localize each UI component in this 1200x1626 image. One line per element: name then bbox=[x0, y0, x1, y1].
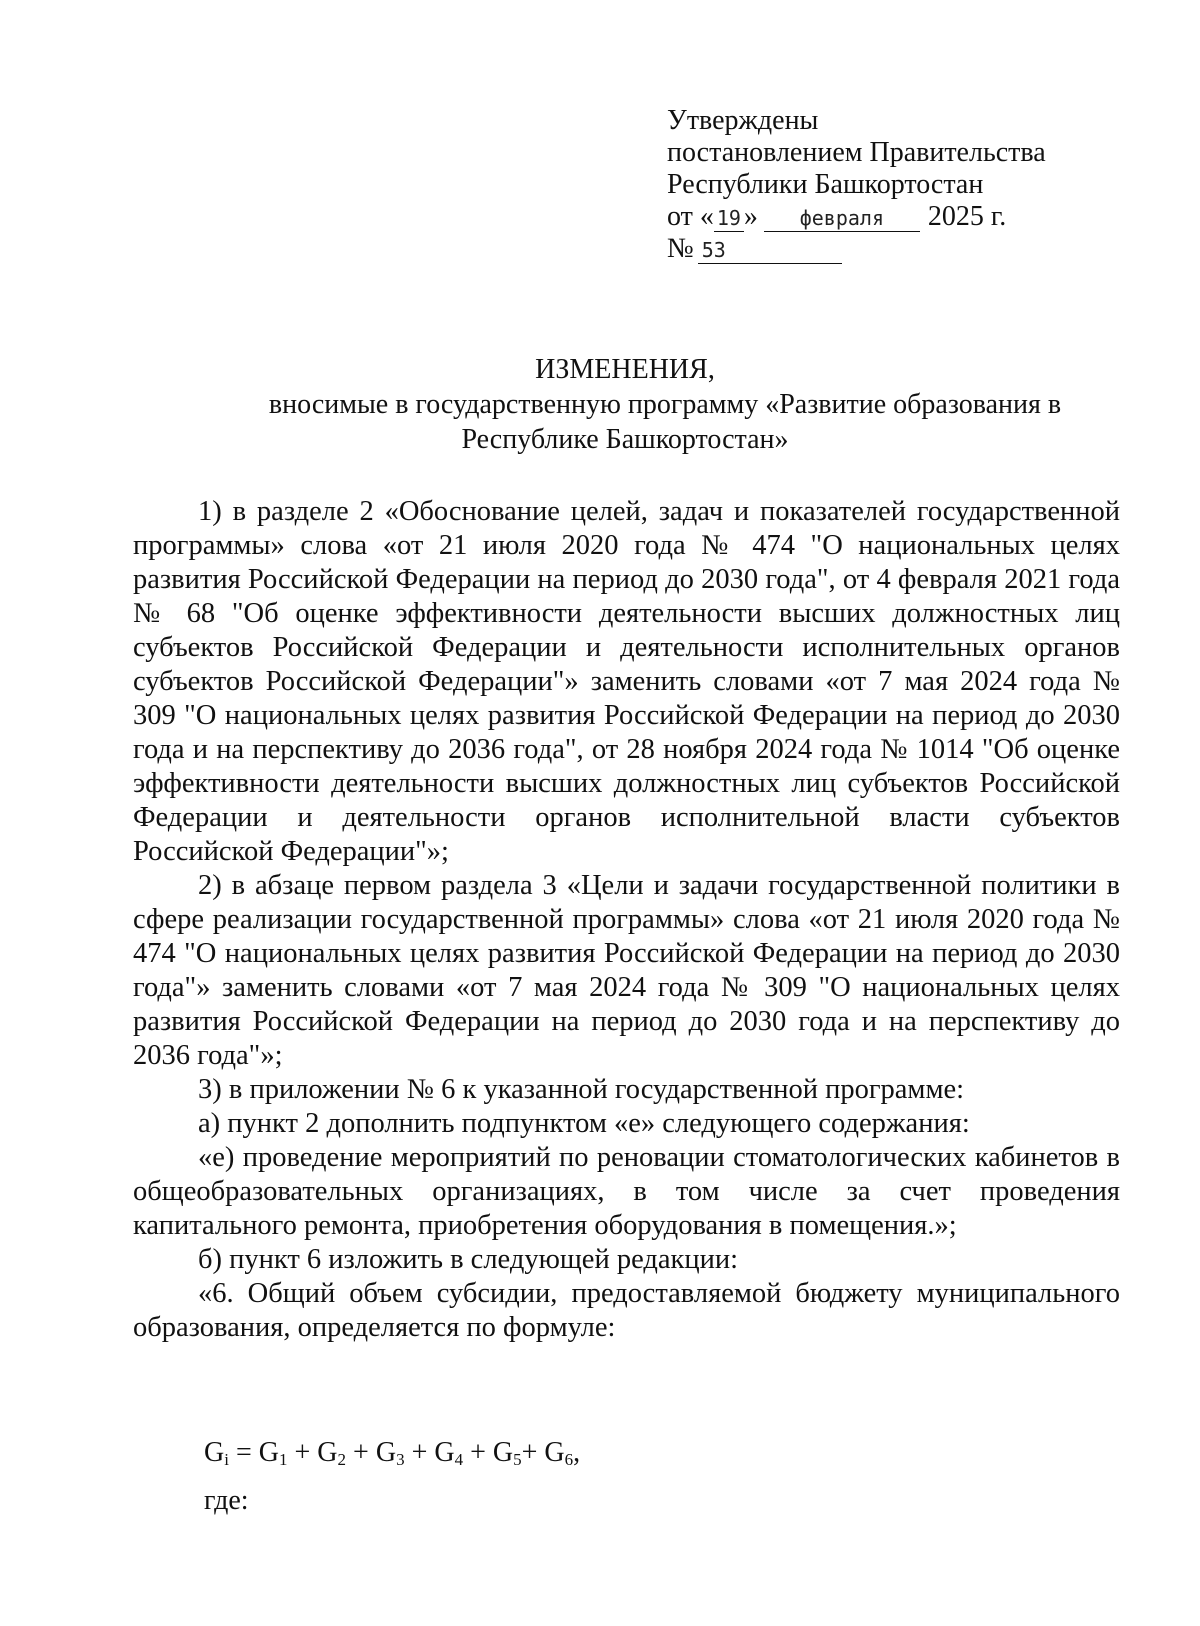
document-title: ИЗМЕНЕНИЯ, bbox=[535, 354, 715, 385]
approval-number-line bbox=[667, 233, 1046, 265]
date-mid: » bbox=[743, 201, 758, 232]
approval-line-2: постановлением Правительства bbox=[667, 137, 1046, 168]
approval-stamp bbox=[667, 105, 1046, 265]
document-number: 53 bbox=[698, 239, 842, 264]
paragraph-5: «е) проведение мероприятий по реновации стоматологических кабинетов в общеобразовательных организациях, в том числе за счет проведения капитального ремонта, приобретения оборудования в помещения.»; bbox=[133, 1142, 1120, 1241]
approval-line-3: Республики Башкортостан bbox=[667, 169, 984, 200]
approval-date-line bbox=[667, 201, 1046, 233]
date-prefix: от « bbox=[667, 201, 714, 232]
subsidy-formula: $G_i = G_1 + G_2 + G_3 + G_4 + G_5+ G_6$, bbox=[204, 1437, 581, 1469]
paragraph-4: а) пункт 2 дополнить подпунктом «е» следующего содержания: bbox=[198, 1108, 970, 1139]
approval-line-1: Утверждены bbox=[667, 105, 819, 136]
date-month: февраля bbox=[764, 207, 920, 232]
paragraph-1: 1) в разделе 2 «Обоснование целей, задач и показателей государственной программы» слова «от 21 июля 2020 года № 474 "О национальных целях развития Российской Федерации на период до 2030 года", от 4 февраля 2021 года № 68 "Об оценке эффективности деятельности высших должностных лиц субъектов Российской Федерации и деятельности исполнительных органов субъектов Российской Федерации"» заменить словами «от 7 мая 2024 года № 309 "О национальных целях развития Российской Федерации на период до 2030 года и на перспективу до 2036 года", от 28 ноября 2024 года № 1014 "Об оценке эффективности деятельности высших должностных лиц субъектов Российской Федерации и деятельности органов исполнительной власти субъектов Российской Федерации"»; bbox=[133, 496, 1120, 867]
paragraph-6: б) пункт 6 изложить в следующей редакции: bbox=[198, 1244, 739, 1275]
formula-where-label: где: bbox=[204, 1485, 249, 1516]
document-title-block bbox=[130, 352, 1120, 457]
number-label: № bbox=[667, 233, 694, 264]
paragraph-7: «6. Общий объем субсидии, предоставляемой бюджету муниципального образования, определяется по формуле: bbox=[133, 1278, 1120, 1343]
document-subtitle-line-1: вносимые в государственную программу «Развитие образования в bbox=[268, 389, 1062, 420]
document-subtitle-line-2: Республике Башкортостан» bbox=[461, 424, 789, 455]
date-year: 2025 г. bbox=[927, 201, 1007, 232]
date-day: 19 bbox=[714, 207, 744, 232]
document-body bbox=[133, 495, 1120, 1345]
paragraph-3: 3) в приложении № 6 к указанной государственной программе: bbox=[198, 1074, 965, 1105]
paragraph-2: 2) в абзаце первом раздела 3 «Цели и задачи государственной политики в сфере реализации государственной программы» слова «от 21 июля 2020 года № 474 "О национальных целях развития Российской Федерации на период до 2030 года"» заменить словами «от 7 мая 2024 года № 309 "О национальных целях развития Российской Федерации на период до 2030 года и на перспективу до 2036 года"»; bbox=[133, 870, 1120, 1071]
